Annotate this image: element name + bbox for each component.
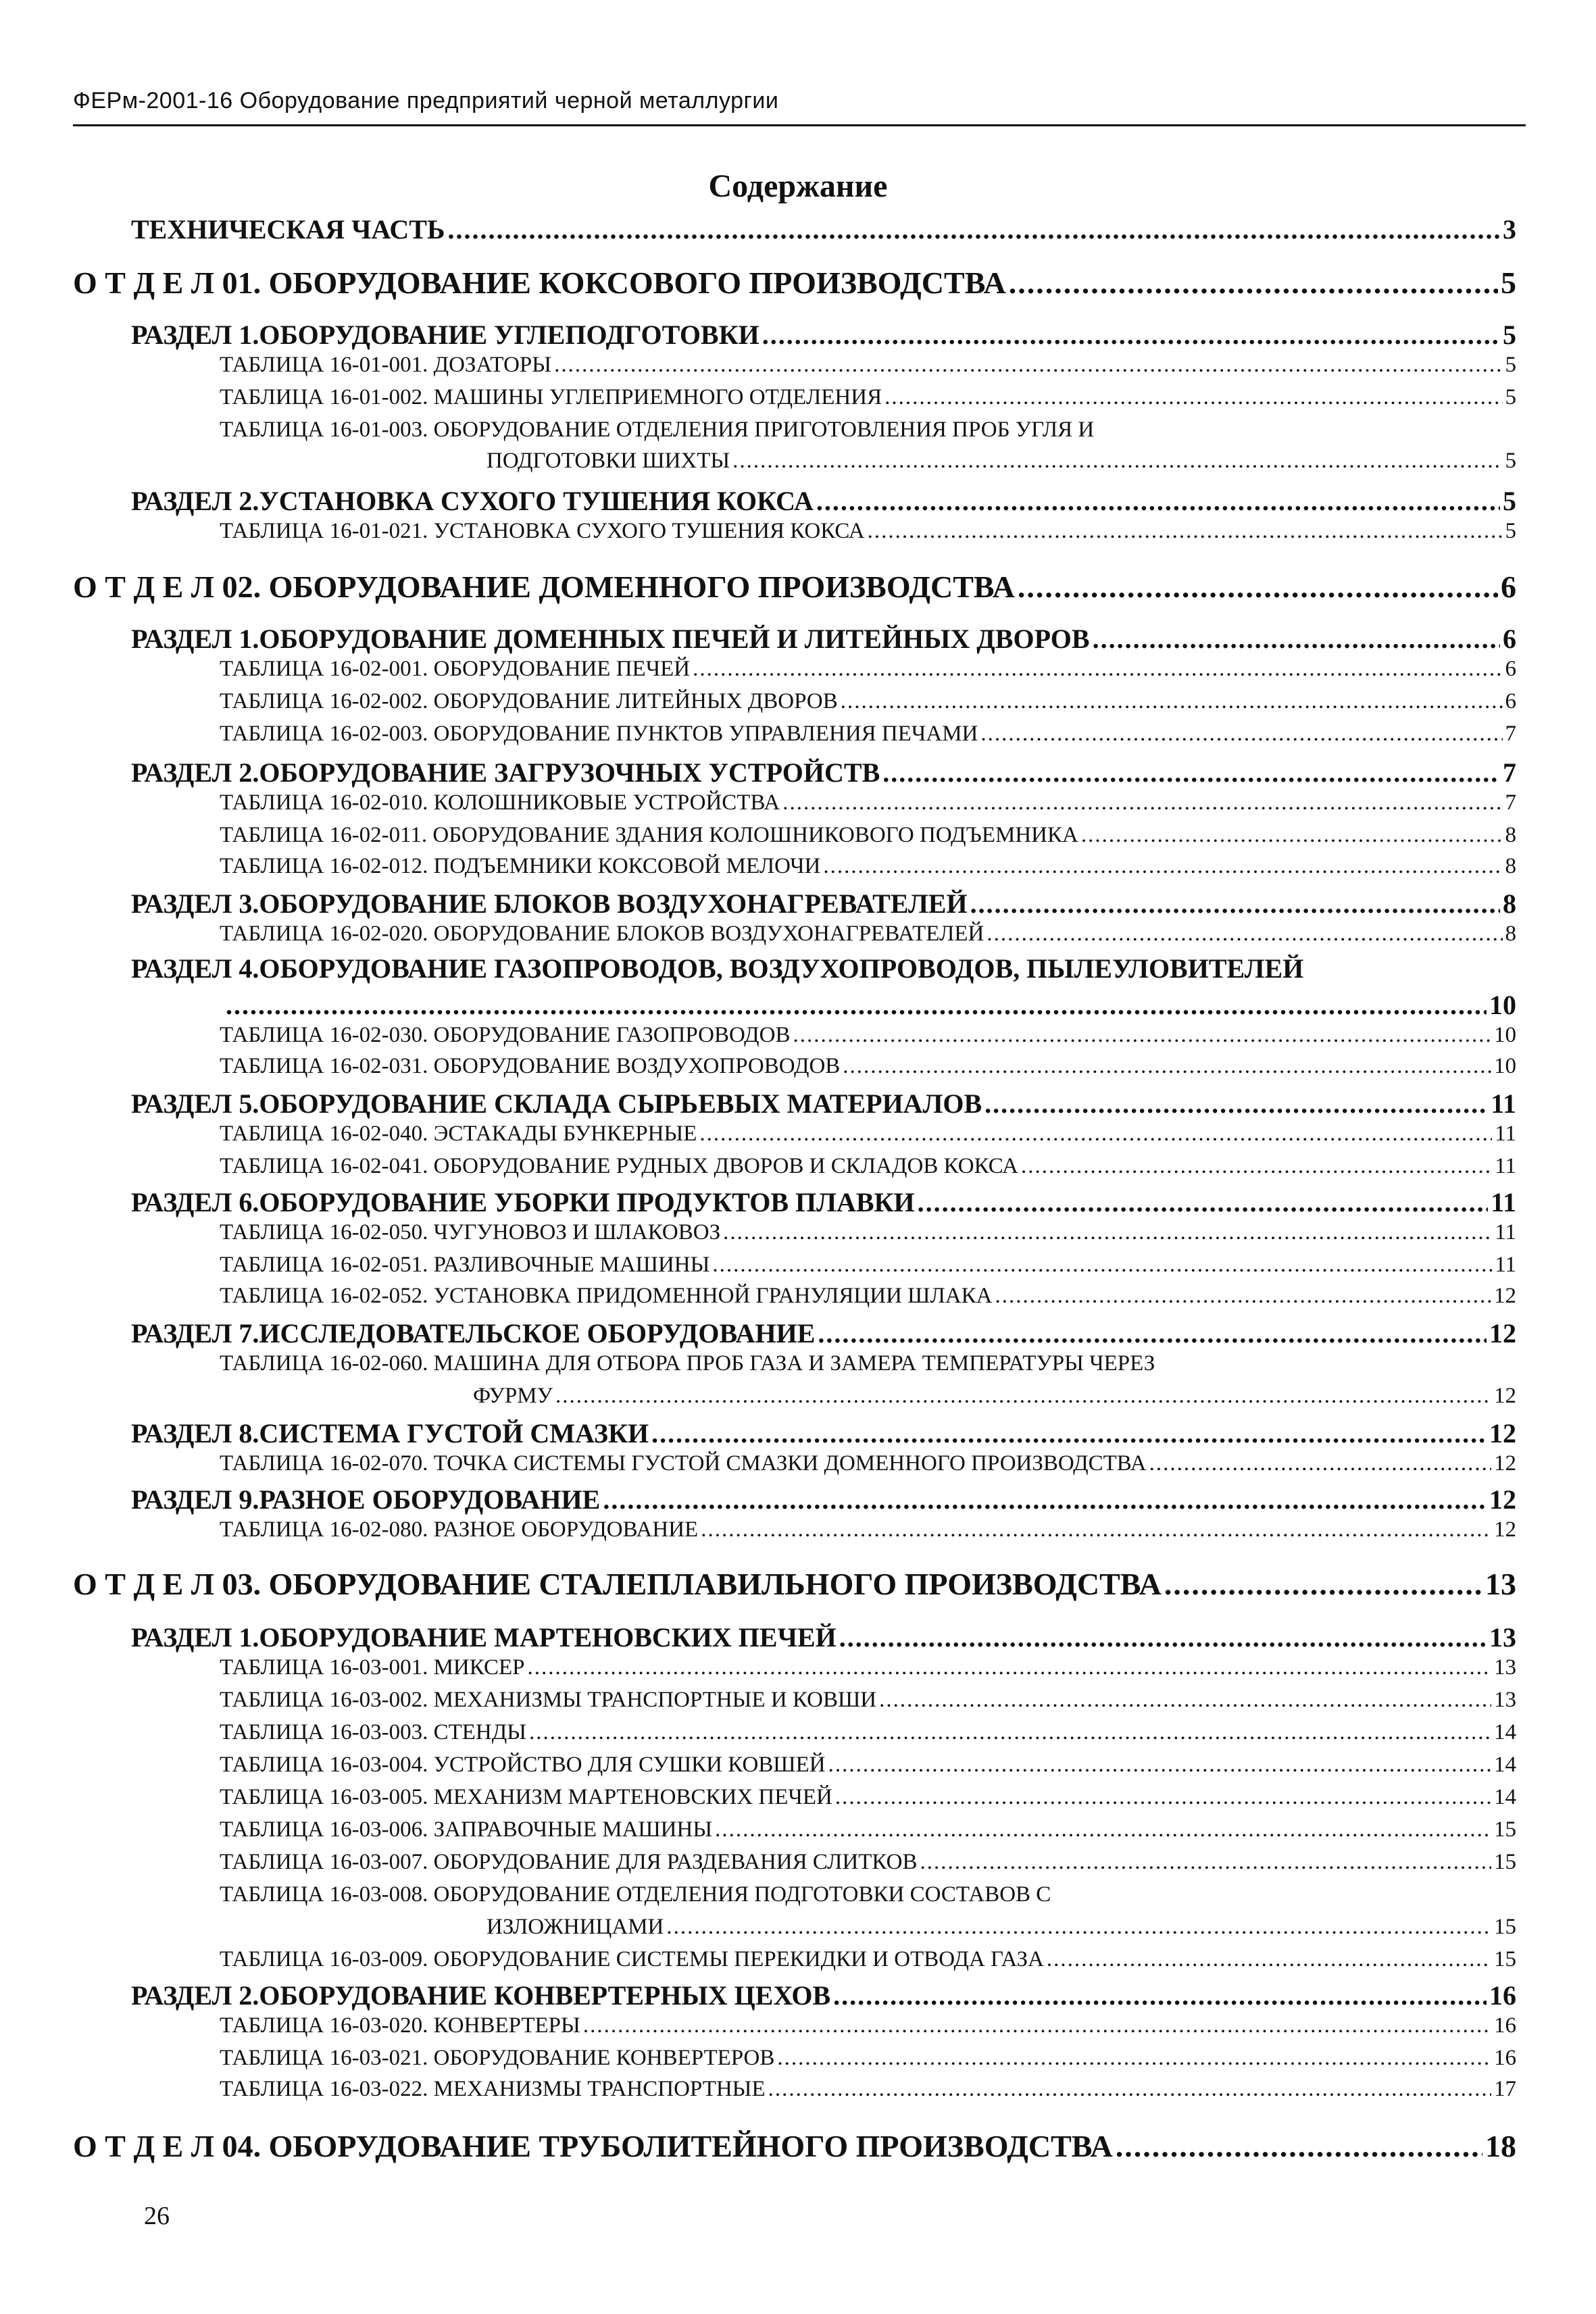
toc-table-entry xyxy=(220,2046,1516,2071)
toc-table-entry xyxy=(220,823,1516,848)
toc-section-entry xyxy=(131,1317,1516,1349)
dot-leader xyxy=(699,1122,1492,1147)
toc-entry-title: РАЗДЕЛ 1.ОБОРУДОВАНИЕ МАРТЕНОВСКИХ ПЕЧЕЙ xyxy=(131,1622,837,1653)
dot-leader xyxy=(1081,823,1503,848)
dot-leader xyxy=(833,1980,1487,2011)
dot-leader xyxy=(984,1088,1488,1120)
toc-entry-title: ТАБЛИЦА 16-03-001. МИКСЕР xyxy=(220,1655,525,1680)
toc-entry-title: РАЗДЕЛ 8.СИСТЕМА ГУСТОЙ СМАЗКИ xyxy=(131,1418,649,1449)
dot-leader xyxy=(723,1220,1492,1245)
toc-page-number: 12 xyxy=(1494,1284,1516,1308)
toc-page-number: 8 xyxy=(1505,922,1516,946)
dot-leader xyxy=(980,722,1502,747)
dot-leader xyxy=(839,1621,1487,1653)
toc-entry-title: ТАБЛИЦА 16-02-001. ОБОРУДОВАНИЕ ПЕЧЕЙ xyxy=(220,657,691,681)
toc-table-entry xyxy=(220,854,1516,879)
toc-entry-title: О Т Д Е Л 01. ОБОРУДОВАНИЕ КОКСОВОГО ПРОИЗВОДСТВА xyxy=(73,266,1006,300)
toc-section-entry xyxy=(131,1980,1516,2011)
dot-leader xyxy=(995,1284,1492,1309)
toc-page-number: 5 xyxy=(1505,353,1516,377)
dot-leader xyxy=(843,1054,1491,1079)
toc-table-entry xyxy=(220,1655,1516,1680)
toc-entry-title: ТАБЛИЦА 16-01-021. УСТАНОВКА СУХОГО ТУШЕНИЯ КОКСА xyxy=(220,519,865,543)
toc-entry-title: ТАБЛИЦА 16-03-003. СТЕНДЫ xyxy=(220,1720,527,1744)
toc-section-entry xyxy=(131,1088,1516,1120)
toc-table-entry xyxy=(220,657,1516,682)
toc-section-entry xyxy=(131,213,1516,245)
toc-page-number: 16 xyxy=(1494,2046,1516,2070)
toc-table-entry-line xyxy=(220,418,1094,443)
dot-leader xyxy=(554,353,1502,378)
toc-section-entry xyxy=(131,1621,1516,1653)
toc-entry-title: РАЗДЕЛ 2.УСТАНОВКА СУХОГО ТУШЕНИЯ КОКСА xyxy=(131,486,814,516)
toc-page-number: 11 xyxy=(1491,1088,1516,1119)
toc-entry-continuation: ИЗЛОЖНИЦАМИ xyxy=(487,1915,664,1939)
toc-section-entry xyxy=(131,888,1516,920)
toc-entry-title: ТАБЛИЦА 16-02-003. ОБОРУДОВАНИЕ ПУНКТОВ УПРАВЛЕНИЯ ПЕЧАМИ xyxy=(220,722,978,746)
toc-page-number: 7 xyxy=(1505,790,1516,815)
dot-leader xyxy=(816,485,1500,517)
dot-leader xyxy=(447,213,1500,245)
toc-page-number: 13 xyxy=(1494,1688,1516,1712)
toc-page-number: 13 xyxy=(1489,1622,1516,1653)
toc-table-entry xyxy=(220,1785,1516,1810)
dot-leader xyxy=(527,1655,1491,1680)
toc-entry-title: ТАБЛИЦА 16-02-002. ОБОРУДОВАНИЕ ЛИТЕЙНЫХ ДВОРОВ xyxy=(220,689,838,713)
toc-table-entry xyxy=(220,1688,1516,1713)
dot-leader xyxy=(884,385,1502,410)
toc-entry-title: РАЗДЕЛ 6.ОБОРУДОВАНИЕ УБОРКИ ПРОДУКТОВ ПЛАВКИ xyxy=(131,1187,915,1217)
toc-page-number: 5 xyxy=(1505,385,1516,409)
toc-page-number: 11 xyxy=(1495,1122,1516,1146)
toc-page-number: 6 xyxy=(1505,657,1516,681)
toc-entry-title: ТАБЛИЦА 16-02-051. РАЗЛИВОЧНЫЕ МАШИНЫ xyxy=(220,1253,710,1277)
toc-page-number: 12 xyxy=(1489,1318,1516,1349)
dot-leader xyxy=(1116,2128,1482,2164)
dot-leader xyxy=(793,1023,1491,1048)
toc-table-entry xyxy=(220,922,1516,947)
toc-entry-title: ТАБЛИЦА 16-02-040. ЭСТАКАДЫ БУНКЕРНЫЕ xyxy=(220,1122,697,1146)
toc-page-number: 11 xyxy=(1495,1220,1516,1244)
dot-leader xyxy=(970,888,1500,920)
dot-leader xyxy=(1149,1451,1491,1476)
toc-entry-title: РАЗДЕЛ 2.ОБОРУДОВАНИЕ КОНВЕРТЕРНЫХ ЦЕХОВ xyxy=(131,1980,831,2011)
toc-entry-title: ТАБЛИЦА 16-02-010. КОЛОШНИКОВЫЕ УСТРОЙСТВА xyxy=(220,790,780,815)
dot-leader xyxy=(818,1317,1487,1349)
toc-page-number: 8 xyxy=(1505,823,1516,847)
dot-leader xyxy=(226,989,1487,1021)
dot-leader xyxy=(1021,1154,1492,1179)
toc-entry-title: ТАБЛИЦА 16-02-060. МАШИНА ДЛЯ ОТБОРА ПРОБ ГАЗА И ЗАМЕРА ТЕМПЕРАТУРЫ ЧЕРЕЗ xyxy=(220,1351,1155,1376)
toc-table-entry xyxy=(220,1154,1516,1179)
toc-entry-title: ТАБЛИЦА 16-03-005. МЕХАНИЗМ МАРТЕНОВСКИХ ПЕЧЕЙ xyxy=(220,1785,832,1809)
toc-table-entry xyxy=(220,2013,1516,2038)
toc-table-entry-line xyxy=(220,1351,1155,1376)
toc-entry-title: ТАБЛИЦА 16-02-050. ЧУГУНОВОЗ И ШЛАКОВОЗ xyxy=(220,1220,721,1244)
toc-entry-title: ТАБЛИЦА 16-03-006. ЗАПРАВОЧНЫЕ МАШИНЫ xyxy=(220,1817,713,1842)
toc-page-number: 12 xyxy=(1494,1451,1516,1476)
toc-page-number: 10 xyxy=(1494,1023,1516,1047)
dot-leader xyxy=(1018,569,1498,605)
toc-page-number: 5 xyxy=(1505,449,1516,473)
contents-title: Содержание xyxy=(708,168,888,204)
toc-page-number: 15 xyxy=(1494,1947,1516,1971)
toc-table-entry-continuation xyxy=(487,1915,1516,1940)
toc-page-number: 13 xyxy=(1494,1655,1516,1680)
toc-table-entry xyxy=(220,689,1516,714)
toc-entry-title: РАЗДЕЛ 9.РАЗНОЕ ОБОРУДОВАНИЕ xyxy=(131,1484,601,1515)
toc-page-number: 8 xyxy=(1503,888,1516,919)
toc-entry-title: ТАБЛИЦА 16-01-003. ОБОРУДОВАНИЕ ОТДЕЛЕНИЯ ПРИГОТОВЛЕНИЯ ПРОБ УГЛЯ И xyxy=(220,418,1095,442)
toc-page-number: 7 xyxy=(1505,722,1516,746)
toc-entry-title: ТАБЛИЦА 16-03-004. УСТРОЙСТВО ДЛЯ СУШКИ КОВШЕЙ xyxy=(220,1753,826,1777)
toc-section-entry xyxy=(131,1484,1516,1515)
dot-leader xyxy=(666,1915,1491,1940)
toc-page-number: 6 xyxy=(1505,689,1516,713)
toc-table-entry xyxy=(220,1284,1516,1309)
toc-entry-title: ТАБЛИЦА 16-02-030. ОБОРУДОВАНИЕ ГАЗОПРОВОДОВ xyxy=(220,1023,791,1047)
toc-entry-title: РАЗДЕЛ 4.ОБОРУДОВАНИЕ ГАЗОПРОВОДОВ, ВОЗДУХОПРОВОДОВ, ПЫЛЕУЛОВИТЕЛЕЙ xyxy=(131,953,1304,984)
dot-leader xyxy=(1164,1566,1482,1602)
toc-entry-title: РАЗДЕЛ 5.ОБОРУДОВАНИЕ СКЛАДА СЫРЬЕВЫХ МАТЕРИАЛОВ xyxy=(131,1088,982,1119)
dot-leader xyxy=(879,1688,1491,1713)
toc-page-number: 5 xyxy=(1505,519,1516,543)
toc-page-number: 6 xyxy=(1503,624,1516,654)
toc-table-entry-continuation xyxy=(473,1384,1516,1409)
toc-section-entry-continuation xyxy=(223,989,1516,1021)
toc-page-number: 15 xyxy=(1494,1915,1516,1939)
dot-leader xyxy=(555,1384,1491,1409)
toc-table-entry xyxy=(220,353,1516,378)
toc-entry-title: ТАБЛИЦА 16-02-020. ОБОРУДОВАНИЕ БЛОКОВ ВОЗДУХОНАГРЕВАТЕЛЕЙ xyxy=(220,922,984,946)
dot-leader xyxy=(732,449,1502,474)
toc-section-entry xyxy=(131,319,1516,351)
toc-page-number: 5 xyxy=(1501,266,1516,300)
toc-page-number: 14 xyxy=(1494,1785,1516,1809)
toc-table-entry xyxy=(220,1253,1516,1278)
dot-leader xyxy=(841,689,1503,714)
toc-entry-continuation: ФУРМУ xyxy=(473,1384,553,1408)
toc-entry-title: ТЕХНИЧЕСКАЯ ЧАСТЬ xyxy=(131,214,445,245)
toc-entry-title: РАЗДЕЛ 1.ОБОРУДОВАНИЕ ДОМЕННЫХ ПЕЧЕЙ И ЛИТЕЙНЫХ ДВОРОВ xyxy=(131,624,1090,654)
running-header: ФЕРм-2001-16 Оборудование предприятий черной металлургии xyxy=(73,88,779,114)
dot-leader xyxy=(920,1850,1491,1875)
toc-table-entry xyxy=(220,1720,1516,1745)
toc-entry-continuation: ПОДГОТОВКИ ШИХТЫ xyxy=(487,449,730,473)
dot-leader xyxy=(768,2077,1491,2102)
page-number: 26 xyxy=(144,2202,170,2230)
toc-page-number: 8 xyxy=(1505,854,1516,878)
dot-leader xyxy=(701,1517,1491,1542)
toc-section-entry xyxy=(131,623,1516,655)
toc-table-entry-line xyxy=(220,1882,1051,1907)
dot-leader xyxy=(712,1253,1492,1278)
toc-entry-title: ТАБЛИЦА 16-03-009. ОБОРУДОВАНИЕ СИСТЕМЫ ПЕРЕКИДКИ И ОТВОДА ГАЗА xyxy=(220,1947,1044,1971)
toc-entry-title: ТАБЛИЦА 16-03-021. ОБОРУДОВАНИЕ КОНВЕРТЕРОВ xyxy=(220,2046,775,2070)
toc-page-number: 12 xyxy=(1494,1517,1516,1542)
toc-table-entry xyxy=(220,1850,1516,1875)
toc-page-number: 14 xyxy=(1494,1720,1516,1744)
toc-page-number: 16 xyxy=(1489,1980,1516,2011)
toc-page-number: 10 xyxy=(1494,1054,1516,1078)
toc-page-number: 15 xyxy=(1494,1850,1516,1874)
toc-table-entry xyxy=(220,1753,1516,1778)
toc-page-number: 11 xyxy=(1491,1187,1516,1217)
toc-table-entry xyxy=(220,1517,1516,1542)
toc-entry-title: ТАБЛИЦА 16-02-052. УСТАНОВКА ПРИДОМЕННОЙ ГРАНУЛЯЦИИ ШЛАКА xyxy=(220,1284,993,1308)
dot-leader xyxy=(868,519,1503,544)
toc-entry-title: О Т Д Е Л 03. ОБОРУДОВАНИЕ СТАЛЕПЛАВИЛЬНОГО ПРОИЗВОДСТВА xyxy=(73,1567,1162,1601)
toc-table-entry xyxy=(220,1947,1516,1972)
toc-entry-title: ТАБЛИЦА 16-02-011. ОБОРУДОВАНИЕ ЗДАНИЯ КОЛОШНИКОВОГО ПОДЪЕМНИКА xyxy=(220,823,1078,847)
dot-leader xyxy=(603,1484,1487,1515)
dot-leader xyxy=(583,2013,1491,2038)
dot-leader xyxy=(693,657,1502,682)
dot-leader xyxy=(823,854,1502,879)
toc-table-entry xyxy=(220,1220,1516,1245)
dot-leader xyxy=(1093,623,1500,655)
toc-page-number: 11 xyxy=(1495,1253,1516,1277)
toc-page-number: 15 xyxy=(1494,1817,1516,1842)
toc-entry-title: ТАБЛИЦА 16-02-041. ОБОРУДОВАНИЕ РУДНЫХ ДВОРОВ И СКЛАДОВ КОКСА xyxy=(220,1154,1018,1178)
dot-leader xyxy=(835,1785,1491,1810)
dot-leader xyxy=(1047,1947,1491,1972)
toc-table-entry xyxy=(220,790,1516,815)
toc-entry-title: О Т Д Е Л 02. ОБОРУДОВАНИЕ ДОМЕННОГО ПРОИЗВОДСТВА xyxy=(73,570,1015,604)
toc-part-entry xyxy=(73,2128,1516,2164)
toc-page-number: 16 xyxy=(1494,2013,1516,2038)
toc-table-entry xyxy=(220,1122,1516,1147)
toc-entry-title: РАЗДЕЛ 2.ОБОРУДОВАНИЕ ЗАГРУЗОЧНЫХ УСТРОЙСТВ xyxy=(131,757,880,788)
toc-page-number: 12 xyxy=(1494,1384,1516,1408)
dot-leader xyxy=(715,1817,1491,1842)
toc-entry-title: ТАБЛИЦА 16-02-080. РАЗНОЕ ОБОРУДОВАНИЕ xyxy=(220,1517,699,1542)
toc-page-number: 17 xyxy=(1494,2077,1516,2101)
dot-leader xyxy=(782,790,1502,815)
toc-part-entry xyxy=(73,265,1516,301)
toc-entry-title: ТАБЛИЦА 16-03-002. МЕХАНИЗМЫ ТРАНСПОРТНЫЕ И КОВШИ xyxy=(220,1688,877,1712)
toc-table-entry xyxy=(220,519,1516,544)
toc-page-number: 6 xyxy=(1501,570,1516,604)
toc-table-entry xyxy=(220,1023,1516,1048)
toc-page-number: 13 xyxy=(1485,1567,1516,1601)
toc-section-entry xyxy=(131,485,1516,517)
dot-leader xyxy=(828,1753,1491,1778)
toc-entry-title: ТАБЛИЦА 16-02-012. ПОДЪЕМНИКИ КОКСОВОЙ МЕЛОЧИ xyxy=(220,854,821,878)
toc-page-number: 18 xyxy=(1485,2129,1516,2163)
dot-leader xyxy=(918,1186,1489,1218)
toc-entry-title: О Т Д Е Л 04. ОБОРУДОВАНИЕ ТРУБОЛИТЕЙНОГО ПРОИЗВОДСТВА xyxy=(73,2129,1113,2163)
toc-table-entry xyxy=(220,1817,1516,1842)
toc-table-entry xyxy=(220,1451,1516,1476)
toc-page-number: 10 xyxy=(1489,990,1516,1020)
toc-section-entry-line xyxy=(131,953,1303,984)
toc-part-entry xyxy=(73,1566,1516,1602)
toc-section-entry xyxy=(131,757,1516,788)
toc-page-number: 12 xyxy=(1489,1484,1516,1515)
toc-table-entry xyxy=(220,1054,1516,1079)
toc-page-number: 11 xyxy=(1495,1154,1516,1178)
toc-page-number: 3 xyxy=(1503,214,1516,245)
toc-table-entry-continuation xyxy=(487,449,1516,474)
toc-table-entry xyxy=(220,722,1516,747)
toc-entry-title: РАЗДЕЛ 3.ОБОРУДОВАНИЕ БЛОКОВ ВОЗДУХОНАГРЕВАТЕЛЕЙ xyxy=(131,888,968,919)
toc-page-number: 5 xyxy=(1503,486,1516,516)
toc-section-entry xyxy=(131,1417,1516,1449)
toc-page-number: 12 xyxy=(1489,1418,1516,1449)
toc-entry-title: ТАБЛИЦА 16-03-022. МЕХАНИЗМЫ ТРАНСПОРТНЫЕ xyxy=(220,2077,766,2101)
toc-page-number: 5 xyxy=(1503,320,1516,350)
dot-leader xyxy=(777,2046,1491,2071)
dot-leader xyxy=(762,319,1500,351)
toc-entry-title: ТАБЛИЦА 16-03-020. КОНВЕРТЕРЫ xyxy=(220,2013,580,2038)
toc-entry-title: РАЗДЕЛ 1.ОБОРУДОВАНИЕ УГЛЕПОДГОТОВКИ xyxy=(131,320,759,350)
dot-leader xyxy=(987,922,1502,947)
dot-leader xyxy=(882,757,1500,788)
toc-entry-title: РАЗДЕЛ 7.ИССЛЕДОВАТЕЛЬСКОЕ ОБОРУДОВАНИЕ xyxy=(131,1318,816,1349)
toc-section-entry xyxy=(131,1186,1516,1218)
toc-entry-title: ТАБЛИЦА 16-03-008. ОБОРУДОВАНИЕ ОТДЕЛЕНИЯ ПОДГОТОВКИ СОСТАВОВ С xyxy=(220,1882,1051,1907)
dot-leader xyxy=(529,1720,1491,1745)
toc-part-entry xyxy=(73,569,1516,605)
toc-page-number: 7 xyxy=(1503,757,1516,788)
toc-entry-title: ТАБЛИЦА 16-02-070. ТОЧКА СИСТЕМЫ ГУСТОЙ СМАЗКИ ДОМЕННОГО ПРОИЗВОДСТВА xyxy=(220,1451,1147,1476)
toc-entry-title: ТАБЛИЦА 16-02-031. ОБОРУДОВАНИЕ ВОЗДУХОПРОВОДОВ xyxy=(220,1054,841,1078)
dot-leader xyxy=(651,1417,1487,1449)
toc-entry-title: ТАБЛИЦА 16-01-001. ДОЗАТОРЫ xyxy=(220,353,552,377)
toc-table-entry xyxy=(220,2077,1516,2102)
toc-page-number: 14 xyxy=(1494,1753,1516,1777)
toc-table-entry xyxy=(220,385,1516,410)
toc-entry-title: ТАБЛИЦА 16-01-002. МАШИНЫ УГЛЕПРИЕМНОГО ОТДЕЛЕНИЯ xyxy=(220,385,882,409)
dot-leader xyxy=(1009,265,1498,301)
toc-entry-title: ТАБЛИЦА 16-03-007. ОБОРУДОВАНИЕ ДЛЯ РАЗДЕВАНИЯ СЛИТКОВ xyxy=(220,1850,918,1874)
